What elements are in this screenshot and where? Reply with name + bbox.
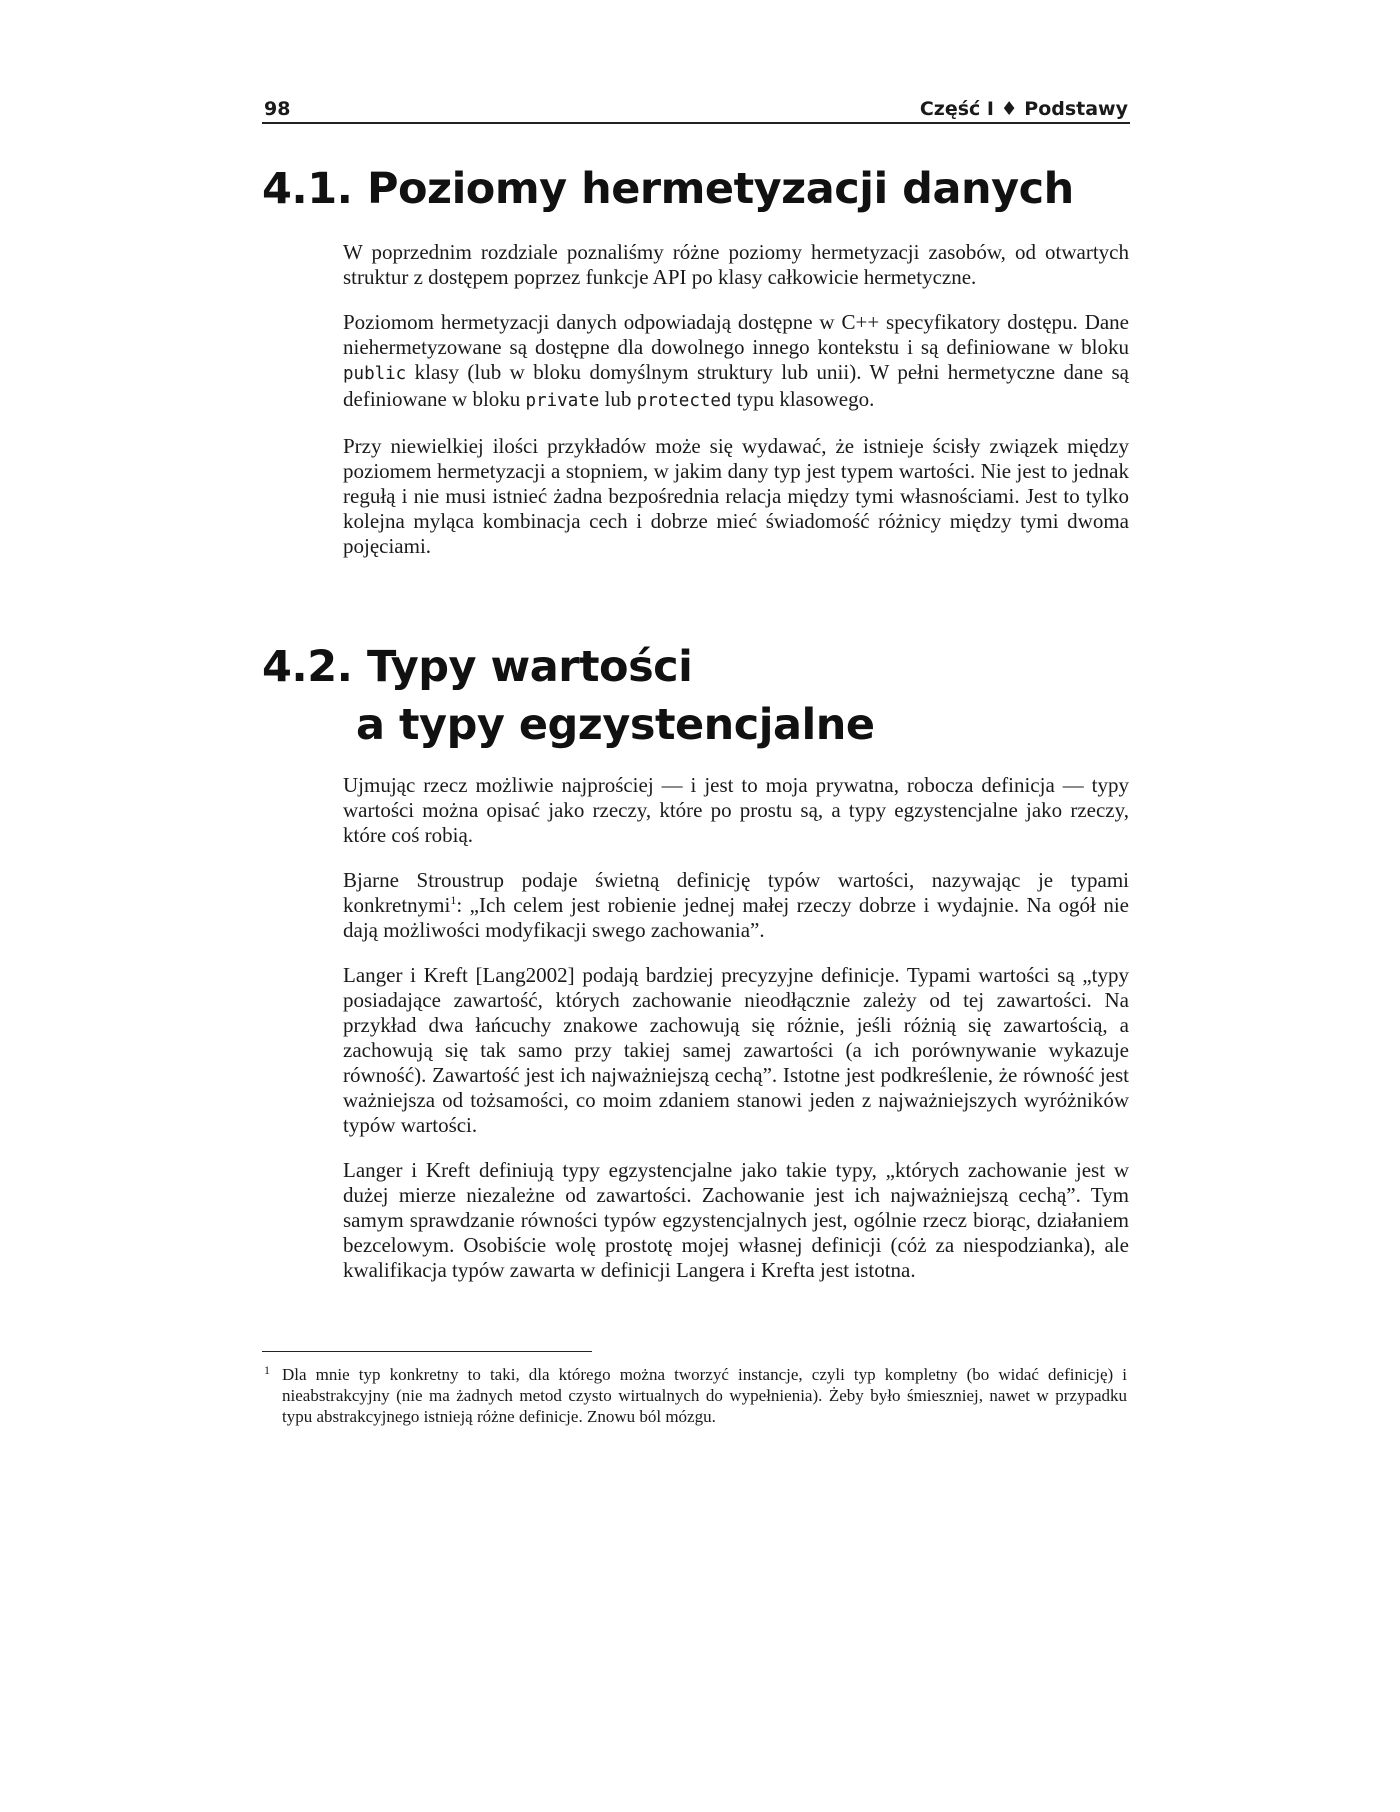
section-4-2-body [343,773,1129,1303]
heading-line: a typy egzystencjalne [356,700,875,750]
code-keyword: private [525,391,600,411]
footnote [262,1364,1127,1427]
paragraph: Przy niewielkiej ilości przykładów może się wydawać, że istnieje ścisły związek między poziomem hermetyzacji a stopniem, w jakim dany typ jest typem wartości. Nie jest to jednak regułą i nie musi istnieć żadna bezpośrednia relacja między tymi własnościami. Jest to tylko kolejna myląca kombinacja cech i dobrze mieć świadomość różnicy między tymi dwoma pojęciami. [343,434,1129,558]
section-heading-4-1: 4.1. Poziomy hermetyzacji danych [262,164,1074,214]
code-keyword: public [343,364,407,384]
section-heading-4-2 [262,638,875,754]
part-label: Część I ♦ Podstawy [919,98,1128,120]
code-keyword: protected [636,391,732,411]
page-number: 98 [264,98,291,120]
paragraph: Bjarne Stroustrup podaje świetną definicję typów wartości, nazywając je typami konkretnymi$^1$: „Ich celem jest robienie jednej małej rzeczy dobrze i wydajnie. Na ogół nie dają możliwości modyfikacji swego zachowania”. [343,868,1129,942]
paragraph: Poziomom hermetyzacji danych odpowiadają dostępne w C++ specyfikatory dostępu. Dane niehermetyzowane są dostępne dla dowolnego innego kontekstu i są definiowane w bloku public klasy (lub w bloku domyślnym struktury lub unii). W pełni hermetyczne dane są definiowane w bloku private lub protected typu klasowego. [343,310,1129,411]
footnote-mark: 1 [264,1363,270,1377]
footnote-divider [262,1351,592,1352]
heading-line: 4.2. Typy wartości [262,642,693,692]
section-4-1-body [343,240,1129,579]
footnote-reference: 1 [450,893,457,907]
paragraph: Langer i Kreft definiują typy egzystencjalne jako takie typy, „których zachowanie jest w dużej mierze niezależne od zawartości. Zachowanie jest ich najważniejszą cechą”. Tym samym sprawdzanie równości typów egzystencjalnych jest, ogólnie rzecz biorąc, działaniem bezcelowym. Osobiście wolę prostotę mojej własnej definicji (cóż za niespodzianka), ale kwalifikacja typów zawarta w definicji Langera i Krefta jest istotna. [343,1158,1129,1282]
paragraph: W poprzednim rozdziale poznaliśmy różne poziomy hermetyzacji zasobów, od otwartych struktur z dostępem poprzez funkcje API po klasy całkowicie hermetyczne. [343,240,1129,289]
running-header [262,96,1130,124]
paragraph: Ujmując rzecz możliwie najprościej — i jest to moja prywatna, robocza definicja — typy wartości można opisać jako rzeczy, które po prostu są, a typy egzystencjalne jako rzeczy, które coś robią. [343,773,1129,847]
paragraph: Langer i Kreft [Lang2002] podają bardziej precyzyjne definicje. Typami wartości są „typy posiadające zawartość, których zachowanie nieodłącznie zależy od tej zawartości. Na przykład dwa łańcuchy znakowe zachowują się różnie, jeśli różnią się zawartością, a zachowują się tak samo przy takiej samej zawartości (a ich porównywanie wykazuje równość). Zawartość jest ich najważniejszą cechą”. Istotne jest podkreślenie, że równość jest ważniejsza od tożsamości, co moim zdaniem stanowi jeden z najważniejszych wyróżników typów wartości. [343,963,1129,1137]
footnote-text: Dla mnie typ konkretny to taki, dla którego można tworzyć instancje, czyli typ kompletny (bo widać definicję) i nieabstrakcyjny (nie ma żadnych metod czysto wirtualnych do wypełnienia). Żeby było śmieszniej, nawet w przypadku typu abstrakcyjnego istnieją różne definicje. Znowu ból mózgu. [282,1365,1127,1426]
